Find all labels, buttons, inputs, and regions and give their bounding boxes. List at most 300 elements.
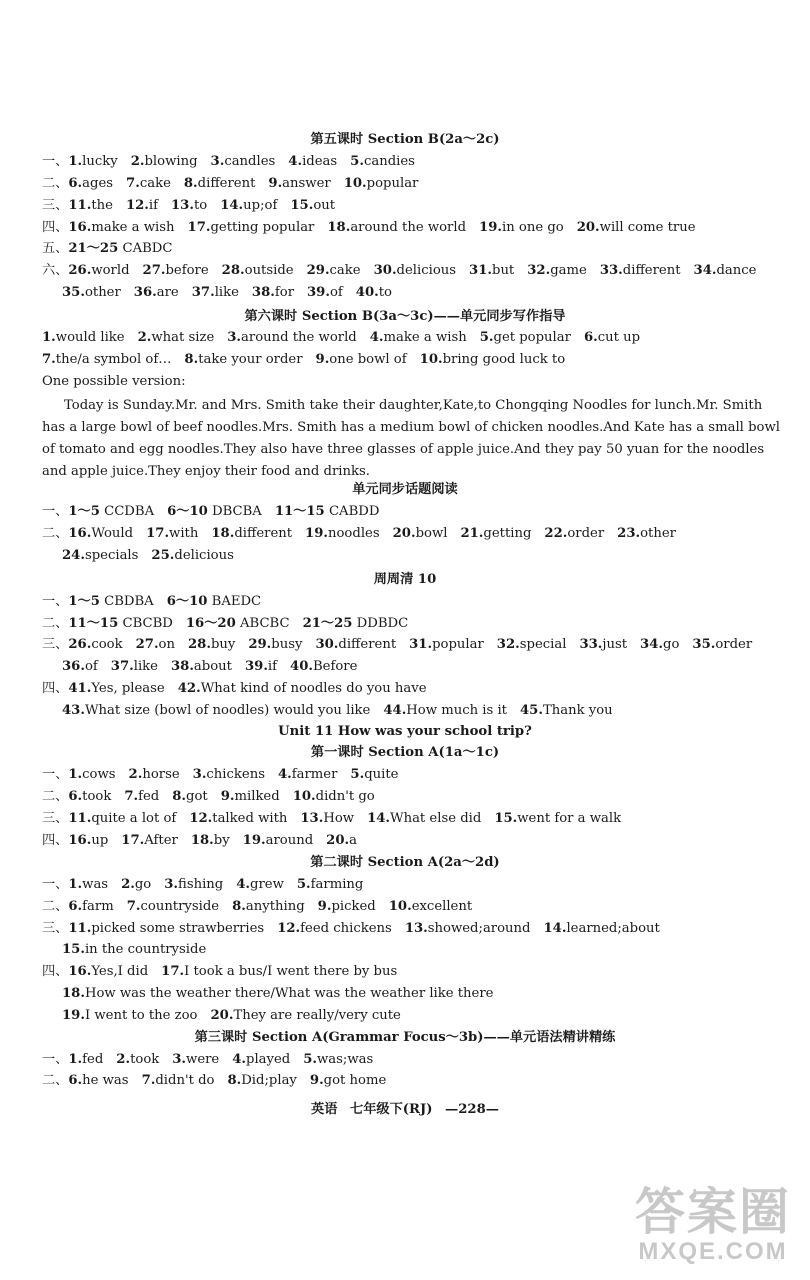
answer-text: make a wish <box>91 220 175 235</box>
answer-item <box>327 220 466 235</box>
question-number: 9. <box>317 899 332 914</box>
answer-text: CABDD <box>328 504 380 519</box>
question-number: 21. <box>460 526 484 541</box>
answer-item <box>167 504 262 519</box>
question-number: 6～10 <box>167 504 208 519</box>
answer-text: DBCBA <box>212 504 262 519</box>
answer-item <box>389 899 472 914</box>
answer-item <box>191 833 230 848</box>
answer-text: ages <box>82 176 114 191</box>
question-number: 29. <box>248 637 272 652</box>
answer-text: of <box>329 285 343 300</box>
question-number: 5. <box>350 767 365 782</box>
answer-item <box>62 659 98 674</box>
answer-text: I went to the zoo <box>84 1008 198 1023</box>
answer-item <box>316 352 407 367</box>
answer-text: game <box>550 263 587 278</box>
question-number: 1. <box>68 877 83 892</box>
answer-item <box>236 877 284 892</box>
question-number: 5. <box>350 154 364 169</box>
answer-text: on <box>158 637 175 652</box>
answer-text: farmer <box>291 767 338 782</box>
answer-item <box>383 703 507 718</box>
answer-text: were <box>186 1052 220 1067</box>
answer-text: countryside <box>140 899 220 914</box>
answer-item <box>290 659 357 674</box>
answer-item <box>131 154 198 169</box>
question-number: 2. <box>137 330 152 345</box>
question-group-label: 一、 <box>42 877 69 892</box>
answer-text: by <box>213 833 230 848</box>
question-group-label: 一、 <box>42 594 69 609</box>
answer-item <box>288 154 337 169</box>
question-number: 38. <box>170 659 194 674</box>
answer-row <box>42 526 786 542</box>
question-number: 16. <box>68 526 92 541</box>
answer-item <box>68 154 117 169</box>
answer-text: farming <box>310 877 364 892</box>
question-number: 16. <box>68 964 92 979</box>
answer-text: he was <box>82 1073 129 1088</box>
answer-item <box>172 1052 219 1067</box>
question-number: 21～25 <box>68 241 119 256</box>
answer-item <box>68 526 133 541</box>
question-group-label: 一、 <box>42 154 69 169</box>
section-heading: 单元同步话题阅读 <box>352 482 458 497</box>
answer-text: talked with <box>212 811 288 826</box>
question-number: 11. <box>68 811 92 826</box>
answer-text: was;was <box>317 1052 374 1067</box>
question-group-label: 一、 <box>42 504 69 519</box>
question-number: 39. <box>244 659 268 674</box>
answer-text: BAEDC <box>211 594 262 609</box>
question-number: 8. <box>232 899 246 914</box>
answer-row <box>42 241 786 257</box>
answer-text: quite <box>364 767 399 782</box>
answer-text: delicious <box>396 263 457 278</box>
answer-text: What else did <box>390 811 482 826</box>
answer-item <box>68 241 172 256</box>
answer-item <box>68 767 115 782</box>
answer-text: CABDC <box>122 241 173 256</box>
answer-item <box>303 616 409 631</box>
question-number: 13. <box>300 811 324 826</box>
answer-text: specials <box>84 548 139 563</box>
answer-item <box>692 637 752 652</box>
answer-item <box>303 1052 373 1067</box>
question-number: 40. <box>355 285 379 300</box>
question-number: 16～20 <box>185 616 236 631</box>
question-number: 3. <box>164 877 179 892</box>
answer-item <box>290 198 335 213</box>
answer-text: horse <box>142 767 180 782</box>
answer-text: I took a bus/I went there by bus <box>184 964 398 979</box>
answer-item <box>62 703 370 718</box>
question-number: 1. <box>68 154 83 169</box>
question-number: 28. <box>221 263 245 278</box>
answer-text: with <box>169 526 199 541</box>
answer-row <box>42 767 786 783</box>
answer-text: Yes,I did <box>91 964 149 979</box>
answer-item <box>192 285 239 300</box>
answer-item <box>68 616 173 631</box>
answer-item <box>577 220 696 235</box>
answer-item <box>171 659 232 674</box>
question-number: 7. <box>126 899 141 914</box>
answer-item <box>356 285 392 300</box>
question-number: 26. <box>68 637 92 652</box>
answer-item <box>232 899 305 914</box>
answer-text: cake <box>139 176 171 191</box>
answer-item <box>184 352 302 367</box>
answer-text: around the world <box>241 330 357 345</box>
question-number: 13. <box>404 921 428 936</box>
question-number: 20. <box>392 526 416 541</box>
answer-text: get popular <box>493 330 571 345</box>
answer-item <box>544 526 604 541</box>
answer-row <box>62 548 786 564</box>
answer-row <box>62 703 786 719</box>
answer-item <box>497 637 567 652</box>
question-number: 10. <box>419 352 443 367</box>
question-number: 4. <box>236 877 251 892</box>
answer-item <box>68 899 113 914</box>
answer-text: up;of <box>243 198 278 213</box>
answer-text: before <box>165 263 209 278</box>
question-number: 34. <box>693 263 717 278</box>
answer-item <box>121 877 151 892</box>
answer-row <box>42 1052 786 1068</box>
answer-row <box>42 594 786 610</box>
answer-item <box>68 504 154 519</box>
answer-item <box>188 220 315 235</box>
answer-text: Did;play <box>241 1073 297 1088</box>
answer-text: one bowl of <box>329 352 407 367</box>
answer-text: candies <box>363 154 415 169</box>
answer-text: showed;around <box>427 921 531 936</box>
answer-text: dance <box>716 263 757 278</box>
question-number: 4. <box>369 330 384 345</box>
answer-text: different <box>622 263 681 278</box>
question-group-label: 二、 <box>42 899 69 914</box>
answer-text: different <box>234 526 293 541</box>
footer-subject: 英语 <box>311 1102 338 1117</box>
answer-item <box>134 285 179 300</box>
question-number: 18. <box>190 833 214 848</box>
answer-text: chickens <box>206 767 265 782</box>
answer-row <box>42 504 786 520</box>
answer-item <box>151 548 233 563</box>
answer-row <box>42 964 786 980</box>
section-heading: 第三课时 Section A(Grammar Focus～3b)——单元语法精讲精练 <box>194 1030 616 1045</box>
answer-item <box>584 330 640 345</box>
answer-text: After <box>144 833 178 848</box>
answer-text: CCDBA <box>104 504 155 519</box>
question-number: 19. <box>242 833 266 848</box>
question-group-label: 一、 <box>42 767 69 782</box>
answer-item <box>393 526 448 541</box>
answer-text: a <box>349 833 357 848</box>
answer-row <box>42 811 786 827</box>
answer-item <box>189 811 287 826</box>
answer-item <box>164 877 223 892</box>
answer-text: went for a walk <box>517 811 622 826</box>
answer-item <box>527 263 587 278</box>
answer-text: about <box>193 659 232 674</box>
question-number: 33. <box>579 637 603 652</box>
question-number: 9. <box>220 789 235 804</box>
answer-text: played <box>246 1052 291 1067</box>
answer-text: like <box>133 659 158 674</box>
answer-item <box>367 811 481 826</box>
question-number: 15. <box>290 198 314 213</box>
answer-text: make a wish <box>383 330 467 345</box>
question-number: 11. <box>68 198 92 213</box>
question-number: 36. <box>133 285 157 300</box>
answer-item <box>307 285 343 300</box>
question-number: 6～10 <box>166 594 208 609</box>
question-number: 9. <box>268 176 283 191</box>
answer-item <box>268 176 330 191</box>
answer-item <box>129 767 180 782</box>
question-number: 21～25 <box>302 616 353 631</box>
question-number: 36. <box>62 659 85 674</box>
question-number: 15. <box>62 942 85 957</box>
answer-text: cows <box>82 767 116 782</box>
answer-item <box>142 1073 215 1088</box>
question-number: 23. <box>617 526 641 541</box>
answer-text: cut up <box>597 330 641 345</box>
answer-text: order <box>715 637 753 652</box>
answer-text: of <box>84 659 98 674</box>
question-number: 1～5 <box>68 504 100 519</box>
footer-grade: 七年级下(RJ) <box>350 1102 433 1117</box>
answer-text: fed <box>82 1052 104 1067</box>
question-number: 10. <box>292 789 316 804</box>
answer-item <box>245 659 277 674</box>
question-number: 22. <box>544 526 568 541</box>
answer-item <box>694 263 757 278</box>
answer-row <box>42 681 786 697</box>
question-number: 10. <box>388 899 412 914</box>
question-number: 30. <box>315 637 339 652</box>
answer-text: different <box>338 637 397 652</box>
answer-item <box>62 986 493 1001</box>
answer-text: didn't go <box>315 789 375 804</box>
answer-item <box>42 330 125 345</box>
answer-row <box>42 330 786 346</box>
question-number: 29. <box>306 263 330 278</box>
answer-text: other <box>640 526 676 541</box>
question-number: 8. <box>172 789 187 804</box>
question-number: 7. <box>42 352 56 367</box>
answer-item <box>248 637 302 652</box>
question-number: 3. <box>172 1052 187 1067</box>
answer-text: quite a lot of <box>91 811 177 826</box>
answer-text: would like <box>55 330 125 345</box>
answer-text: other <box>84 285 121 300</box>
answer-item <box>126 176 171 191</box>
answer-text: cake <box>329 263 361 278</box>
footer-page-number: —228— <box>445 1102 499 1117</box>
answer-text: got home <box>323 1073 387 1088</box>
question-number: 32. <box>527 263 551 278</box>
answer-text: DDBDC <box>356 616 409 631</box>
answer-item <box>172 789 207 804</box>
answer-row <box>42 877 786 893</box>
question-group-label: 一、 <box>42 1052 69 1067</box>
answer-item <box>310 1073 386 1088</box>
answer-row <box>62 285 786 301</box>
question-group-label: 四、 <box>42 833 69 848</box>
question-number: 11～15 <box>68 616 119 631</box>
question-number: 2. <box>116 1052 131 1067</box>
answer-text: What size (bowl of noodles) would you like <box>84 703 371 718</box>
question-number: 5. <box>303 1052 318 1067</box>
answer-text: What kind of noodles do you have <box>200 681 427 696</box>
answer-item <box>227 1073 296 1088</box>
answer-item <box>617 526 676 541</box>
answer-text: order <box>567 526 605 541</box>
watermark-title: 答案圈 <box>635 1184 791 1240</box>
question-number: 34. <box>640 637 663 652</box>
question-group-label: 四、 <box>42 220 69 235</box>
answer-text: are <box>156 285 179 300</box>
answer-text: if <box>148 198 158 213</box>
question-number: 4. <box>277 767 292 782</box>
answer-item <box>600 263 681 278</box>
answer-item <box>188 637 235 652</box>
question-number: 17. <box>161 964 185 979</box>
question-number: 2. <box>121 877 135 892</box>
answer-text: fishing <box>178 877 224 892</box>
answer-text: CBDBA <box>104 594 154 609</box>
question-number: 6. <box>68 789 83 804</box>
answer-row <box>62 942 786 958</box>
answer-text: didn't do <box>155 1073 215 1088</box>
answer-item <box>68 833 108 848</box>
answer-text: buy <box>210 637 236 652</box>
answer-text: take your order <box>198 352 303 367</box>
answer-item <box>68 789 111 804</box>
answer-text: lucky <box>82 154 118 169</box>
question-number: 31. <box>409 637 433 652</box>
question-group-label: 四、 <box>42 964 69 979</box>
question-number: 24. <box>62 548 85 563</box>
question-number: 6. <box>68 899 83 914</box>
question-group-label: 二、 <box>42 526 69 541</box>
answer-text: cook <box>91 637 123 652</box>
answer-row <box>42 352 786 368</box>
answer-item <box>543 921 659 936</box>
question-number: 19. <box>305 526 328 541</box>
question-number: 18. <box>327 220 351 235</box>
answer-text: fed <box>138 789 160 804</box>
answer-row <box>42 833 786 849</box>
answer-item <box>350 767 398 782</box>
answer-text: feed chickens <box>300 921 392 936</box>
answer-row <box>42 263 786 279</box>
question-number: 26. <box>68 263 92 278</box>
question-number: 1. <box>68 767 83 782</box>
answer-item <box>68 220 174 235</box>
answer-item <box>68 877 108 892</box>
answer-text: picked some strawberries <box>91 921 265 936</box>
question-number: 2. <box>128 767 143 782</box>
question-number: 8. <box>184 352 199 367</box>
answer-item <box>579 637 627 652</box>
question-number: 17. <box>146 526 170 541</box>
answer-item <box>68 811 176 826</box>
answer-text: popular <box>432 637 484 652</box>
question-number: 8. <box>227 1073 242 1088</box>
question-number: 40. <box>290 659 313 674</box>
answer-item <box>161 964 397 979</box>
section-heading: 第一课时 Section A(1a～1c) <box>310 745 500 760</box>
answer-row <box>42 1073 786 1089</box>
answer-item <box>136 637 175 652</box>
answer-text: busy <box>271 637 303 652</box>
question-number: 33. <box>599 263 623 278</box>
answer-item <box>143 263 209 278</box>
answer-item <box>171 198 207 213</box>
answer-item <box>315 637 396 652</box>
question-number: 4. <box>232 1052 247 1067</box>
answer-item <box>222 263 294 278</box>
question-number: 37. <box>191 285 215 300</box>
section-heading: 周周清 10 <box>373 572 437 587</box>
answer-row <box>42 176 786 192</box>
question-number: 7. <box>124 789 139 804</box>
page-footer <box>0 1098 810 1117</box>
answer-text: farm <box>82 899 114 914</box>
answer-text: for <box>274 285 294 300</box>
answer-text: candles <box>224 154 276 169</box>
answer-text: answer <box>282 176 331 191</box>
answer-text: Would <box>91 526 134 541</box>
section-heading: Unit 11 How was your school trip? <box>278 724 532 739</box>
answer-text: delicious <box>174 548 234 563</box>
answer-text: if <box>267 659 278 674</box>
answer-item <box>68 1073 128 1088</box>
question-number: 9. <box>309 1073 324 1088</box>
answer-text: around <box>265 833 314 848</box>
answer-text: will come true <box>599 220 696 235</box>
question-number: 2. <box>130 154 145 169</box>
answer-item <box>68 964 148 979</box>
answer-row <box>42 637 786 653</box>
answer-item <box>68 1052 103 1067</box>
answer-item <box>640 637 679 652</box>
answer-item <box>350 154 415 169</box>
question-number: 13. <box>171 198 194 213</box>
answer-text: getting popular <box>210 220 315 235</box>
answer-text: the/a symbol of… <box>55 352 172 367</box>
answer-text: getting <box>483 526 532 541</box>
answer-item <box>318 899 376 914</box>
answer-item <box>220 198 277 213</box>
answer-text: but <box>492 263 515 278</box>
answer-item <box>126 198 158 213</box>
question-number: 1. <box>42 330 56 345</box>
answer-text: anything <box>245 899 305 914</box>
question-group-label: 三、 <box>42 198 69 213</box>
question-number: 18. <box>211 526 235 541</box>
answer-item <box>243 833 314 848</box>
answer-item <box>297 877 364 892</box>
question-number: 4. <box>288 154 303 169</box>
answer-item <box>405 921 531 936</box>
